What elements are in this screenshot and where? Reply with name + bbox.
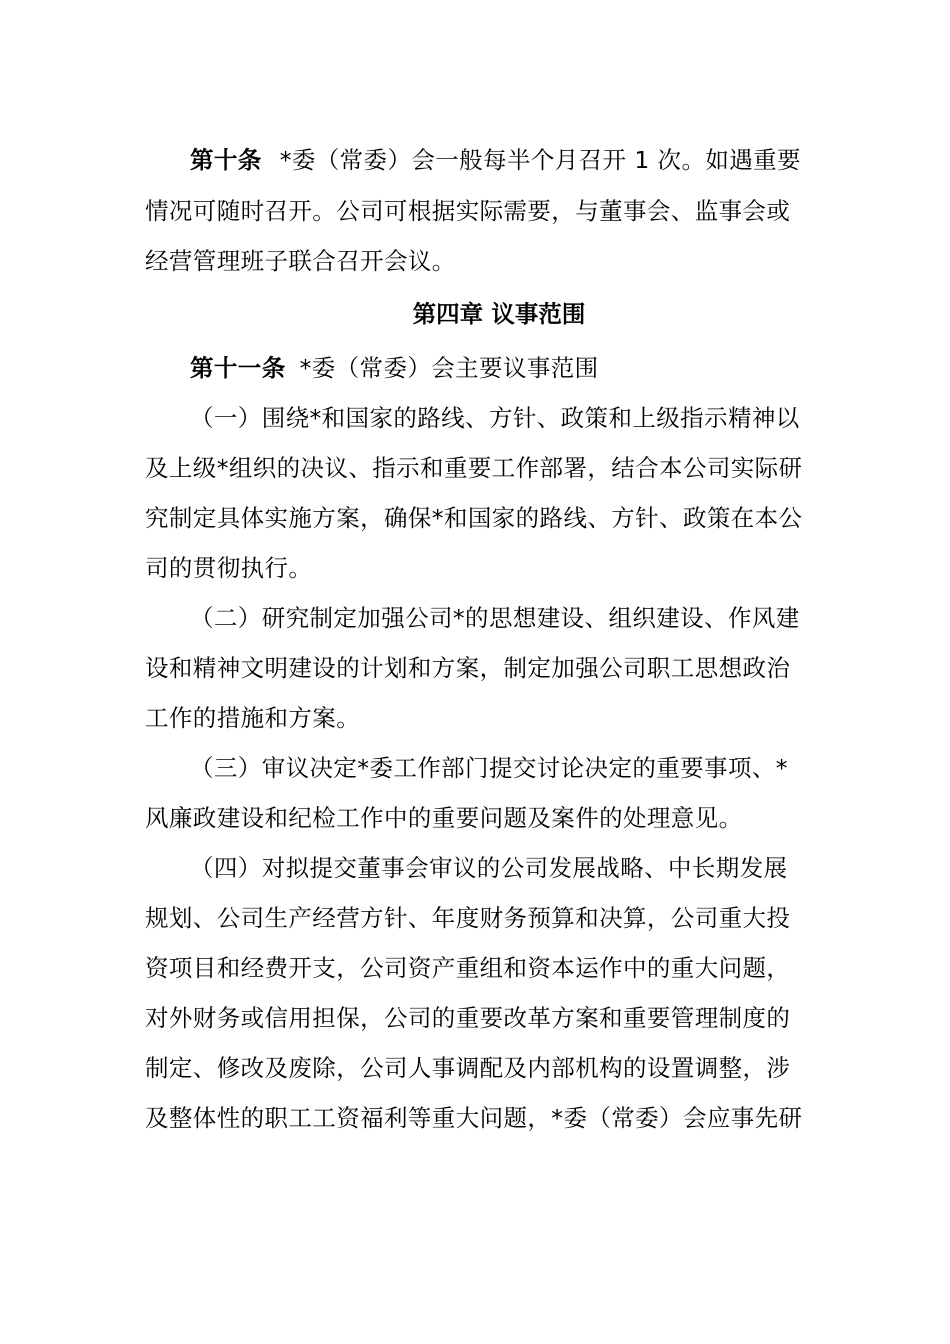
chapter-4-title: 第四章 议事范围: [412, 300, 586, 328]
article-10-text-line-2: 情况可随时召开。公司可根据实际需要，与董事会、监事会或: [145, 197, 791, 225]
item-4-line-2: 规划、公司生产经营方针、年度财务预算和决算，公司重大投: [145, 904, 791, 932]
article-11-number: 第十一条: [190, 354, 286, 382]
article-10-text-line-1: *委（常委）会一般每半个月召开 1 次。如遇重要: [279, 146, 801, 174]
item-4-line-3: 资项目和经费开支，公司资产重组和资本运作中的重大问题，: [145, 954, 791, 982]
item-1-line-2: 及上级*组织的决议、指示和重要工作部署，结合本公司实际研: [145, 454, 803, 482]
item-1-line-4: 司的贯彻执行。: [145, 554, 313, 582]
article-10-first-line: [190, 145, 810, 175]
item-4-line-4: 对外财务或信用担保，公司的重要改革方案和重要管理制度的: [145, 1004, 791, 1032]
item-2-line-3: 工作的措施和方案。: [145, 704, 361, 732]
item-1-line-1: （一）围绕*和国家的路线、方针、政策和上级指示精神以: [190, 404, 800, 432]
item-1-line-3: 究制定具体实施方案，确保*和国家的路线、方针、政策在本公: [145, 504, 803, 532]
article-10-number: 第十条: [190, 146, 262, 174]
item-4-line-1: （四）对拟提交董事会审议的公司发展战略、中长期发展: [190, 854, 788, 882]
item-2-line-2: 设和精神文明建设的计划和方案，制定加强公司职工思想政治: [145, 654, 791, 682]
item-4-line-5: 制定、修改及废除，公司人事调配及内部机构的设置调整，涉: [145, 1054, 791, 1082]
item-3-line-2: 风廉政建设和纪检工作中的重要问题及案件的处理意见。: [145, 804, 743, 832]
item-4-line-6: 及整体性的职工工资福利等重大问题，*委（常委）会应事先研: [145, 1104, 803, 1132]
article-10-text-line-3: 经营管理班子联合召开会议。: [145, 247, 456, 275]
item-3-line-1: （三）审议决定*委工作部门提交讨论决定的重要事项、*: [190, 754, 788, 782]
article-11-heading: [190, 353, 810, 383]
article-11-heading-text: *委（常委）会主要议事范围: [299, 354, 599, 382]
item-2-line-1: （二）研究制定加强公司*的思想建设、组织建设、作风建: [190, 604, 800, 632]
